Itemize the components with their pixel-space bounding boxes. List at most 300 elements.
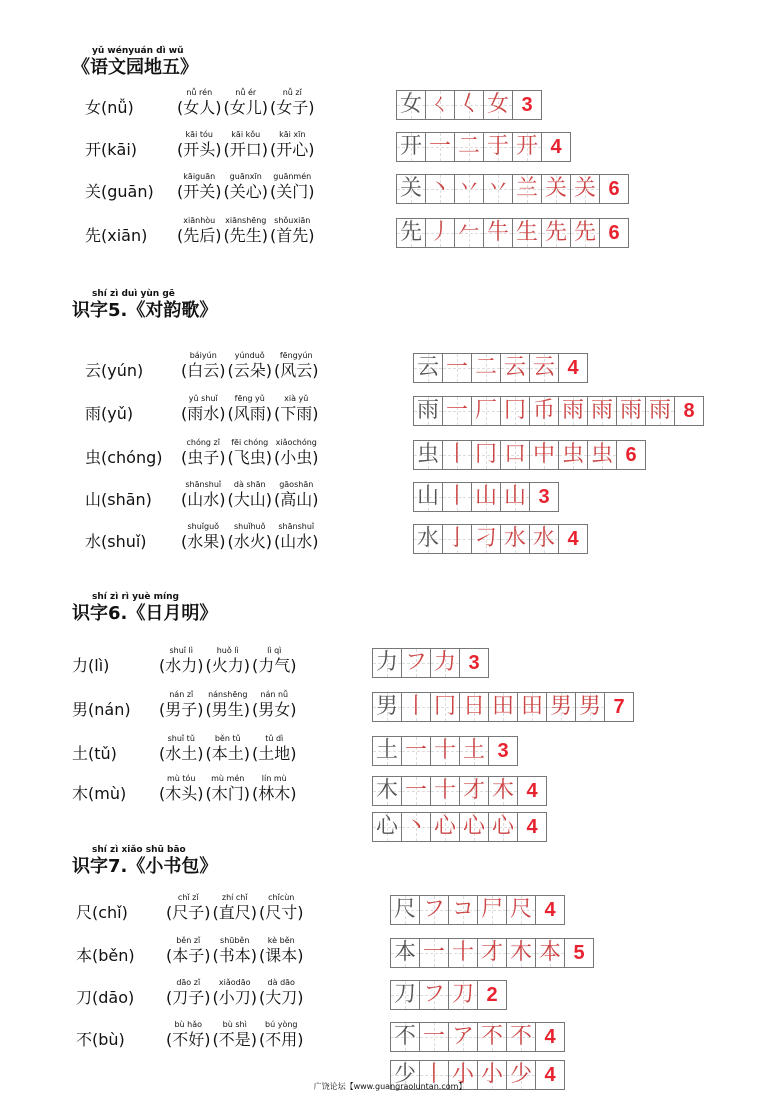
word-text: (白云) — [181, 361, 226, 380]
stroke-cell-step — [506, 1060, 536, 1090]
stroke-glyph: 开 — [399, 134, 422, 159]
word-text: (小虫) — [274, 448, 319, 467]
stroke-glyph: 十 — [451, 940, 474, 965]
word-pinyin: kè běn — [267, 936, 295, 945]
word-pinyin: kāi xīn — [279, 130, 306, 139]
word-pinyin: xià yǔ — [284, 394, 309, 403]
stroke-glyph: 土 — [375, 738, 398, 763]
word-pinyin: chóng zǐ — [186, 438, 220, 447]
section-title-pinyin: shí zì xiǎo shū bāo — [92, 845, 186, 855]
word-pinyin: mù tóu — [166, 774, 196, 783]
stroke-glyph: 中 — [532, 442, 555, 467]
word-text: (水火) — [227, 532, 272, 551]
stroke-glyph: 雨 — [619, 398, 642, 423]
word-item — [270, 172, 315, 202]
stroke-cell-step — [645, 396, 675, 426]
stroke-cell-step — [442, 396, 472, 426]
character-label: 关(guān) — [85, 182, 154, 201]
word-item — [252, 774, 297, 804]
stroke-glyph: 亅 — [445, 526, 468, 551]
stroke-count — [616, 440, 646, 470]
word-item — [181, 351, 226, 381]
word-pinyin: nán zǐ — [169, 690, 194, 699]
word-pinyin: shuǐ tǔ — [167, 734, 195, 743]
stroke-cell-step — [558, 396, 588, 426]
stroke-cell-step — [430, 648, 460, 678]
stroke-count-number: 3 — [538, 486, 550, 508]
word-group — [159, 734, 299, 764]
stroke-glyph: 少 — [393, 1062, 416, 1087]
stroke-cell-step — [477, 938, 507, 968]
word-pinyin: běn zǐ — [176, 936, 201, 945]
stroke-cell-character — [413, 440, 443, 470]
word-item — [159, 690, 204, 720]
stroke-cell-step — [529, 396, 559, 426]
stroke-cell-character — [396, 174, 426, 204]
word-text: (水果) — [181, 532, 226, 551]
stroke-cell-step — [448, 895, 478, 925]
word-text: (本子) — [166, 946, 211, 965]
stroke-cell-step — [506, 938, 536, 968]
stroke-glyph: 雨 — [416, 398, 439, 423]
word-item — [224, 172, 269, 202]
stroke-cell-step — [459, 812, 489, 842]
stroke-glyph: 一 — [445, 398, 468, 423]
word-group — [166, 1020, 306, 1050]
stroke-cell-step — [430, 736, 460, 766]
stroke-cell-step — [459, 692, 489, 722]
character-label: 虫(chóng) — [85, 448, 163, 467]
stroke-count-number: 4 — [567, 528, 579, 550]
stroke-glyph: ㄑ — [428, 92, 451, 117]
stroke-count-number: 4 — [526, 780, 538, 802]
stroke-glyph: フ — [422, 897, 445, 922]
word-item — [177, 130, 222, 160]
stroke-glyph: 刀 — [451, 982, 474, 1007]
stroke-count-number: 6 — [608, 178, 620, 200]
word-item — [159, 734, 204, 764]
stroke-cell-step — [529, 440, 559, 470]
stroke-cell-step — [471, 396, 501, 426]
word-group — [181, 480, 321, 510]
word-text: (直尺) — [212, 903, 257, 922]
stroke-glyph: 云 — [416, 355, 439, 380]
word-item — [228, 480, 273, 510]
word-text: (木头) — [159, 784, 204, 803]
stroke-glyph: フ — [422, 982, 445, 1007]
word-text: (女儿) — [223, 98, 268, 117]
stroke-count-number: 6 — [625, 444, 637, 466]
stroke-cell-step — [575, 692, 605, 722]
word-text: (不用) — [259, 1030, 304, 1049]
stroke-cell-step — [500, 353, 530, 383]
stroke-cell-character — [372, 736, 402, 766]
word-group — [181, 351, 321, 381]
word-item — [259, 936, 304, 966]
word-pinyin: nǚ zǐ — [282, 88, 302, 97]
word-item — [166, 978, 211, 1008]
stroke-cell-step — [419, 1060, 449, 1090]
word-pinyin: kāi kǒu — [231, 130, 261, 139]
stroke-cell-character — [396, 132, 426, 162]
word-item — [159, 774, 204, 804]
stroke-cell-step — [425, 90, 455, 120]
stroke-cell-step — [419, 938, 449, 968]
word-pinyin: dāo zǐ — [176, 978, 201, 987]
stroke-glyph: 才 — [462, 778, 485, 803]
word-pinyin: běn tǔ — [214, 734, 241, 743]
word-text: (风雨) — [227, 404, 272, 423]
stroke-glyph: 一 — [422, 940, 445, 965]
word-pinyin: mù mén — [211, 774, 245, 783]
character-label: 力(lì) — [72, 656, 110, 675]
stroke-glyph: 生 — [515, 220, 538, 245]
stroke-cell-step — [425, 174, 455, 204]
stroke-cell-step — [570, 218, 600, 248]
word-text: (先后) — [177, 226, 222, 245]
stroke-order-grid — [413, 524, 587, 554]
stroke-glyph: 一 — [422, 1024, 445, 1049]
stroke-glyph: 水 — [503, 526, 526, 551]
stroke-glyph: 山 — [416, 484, 439, 509]
stroke-cell-step — [454, 174, 484, 204]
stroke-cell-step — [442, 353, 472, 383]
word-pinyin: báiyún — [189, 351, 217, 360]
section-title-pinyin: shí zì rì yuè míng — [92, 592, 179, 602]
word-text: (火力) — [205, 656, 250, 675]
stroke-glyph: 木 — [491, 778, 514, 803]
stroke-cell-step — [535, 938, 565, 968]
stroke-cell-step — [401, 692, 431, 722]
stroke-glyph: 丷 — [457, 176, 480, 201]
stroke-cell-step — [488, 692, 518, 722]
stroke-glyph: 兰 — [515, 176, 538, 201]
stroke-count-number: 3 — [497, 740, 509, 762]
stroke-glyph: 雨 — [561, 398, 584, 423]
word-pinyin: guānxīn — [229, 172, 262, 181]
word-text: (雨水) — [181, 404, 226, 423]
word-item — [181, 522, 226, 552]
word-group — [177, 172, 317, 202]
stroke-cell-character — [413, 353, 443, 383]
stroke-order-grid — [372, 692, 633, 722]
stroke-cell-step — [459, 776, 489, 806]
stroke-cell-step — [500, 482, 530, 512]
word-text: (书本) — [212, 946, 257, 965]
stroke-count — [512, 90, 542, 120]
stroke-count-number: 4 — [544, 1064, 556, 1086]
word-text: (开头) — [177, 140, 222, 159]
stroke-cell-step — [517, 692, 547, 722]
stroke-cell-step — [477, 895, 507, 925]
stroke-cell-step — [425, 132, 455, 162]
word-text: (开关) — [177, 182, 222, 201]
word-item — [177, 216, 222, 246]
stroke-order-grid — [372, 776, 546, 806]
stroke-glyph: 币 — [532, 398, 555, 423]
character-label: 山(shān) — [85, 490, 152, 509]
word-text: (水力) — [159, 656, 204, 675]
stroke-cell-step — [471, 440, 501, 470]
stroke-count — [488, 736, 518, 766]
word-item — [213, 1020, 258, 1050]
stroke-glyph: 冂 — [474, 442, 497, 467]
stroke-cell-step — [419, 1022, 449, 1052]
word-pinyin: yúnduǒ — [234, 351, 265, 360]
stroke-glyph: 丶 — [404, 814, 427, 839]
stroke-glyph: 一 — [445, 355, 468, 380]
stroke-glyph: 尸 — [480, 897, 503, 922]
stroke-cell-character — [372, 812, 402, 842]
word-pinyin: chǐ zǐ — [177, 893, 199, 902]
word-item — [224, 216, 269, 246]
word-text: (山水) — [181, 490, 226, 509]
stroke-cell-step — [471, 524, 501, 554]
stroke-order-grid — [372, 812, 546, 842]
stroke-count — [459, 648, 489, 678]
stroke-cell-character — [396, 90, 426, 120]
stroke-glyph: 云 — [532, 355, 555, 380]
word-pinyin: kāiguān — [183, 172, 216, 181]
word-group — [159, 690, 299, 720]
stroke-glyph: 山 — [503, 484, 526, 509]
character-label: 不(bù) — [76, 1030, 125, 1049]
word-group — [159, 646, 299, 676]
stroke-glyph: 二 — [474, 355, 497, 380]
character-label: 土(tǔ) — [72, 744, 117, 763]
stroke-glyph: 水 — [532, 526, 555, 551]
word-pinyin: xiānhòu — [183, 216, 216, 225]
stroke-count-number: 4 — [567, 357, 579, 379]
word-item — [270, 88, 315, 118]
stroke-cell-character — [390, 895, 420, 925]
word-item — [159, 646, 204, 676]
character-label: 先(xiān) — [85, 226, 148, 245]
stroke-glyph: 云 — [503, 355, 526, 380]
stroke-cell-step — [529, 353, 559, 383]
word-pinyin: lì qì — [267, 646, 282, 655]
stroke-cell-step — [558, 440, 588, 470]
stroke-cell-character — [413, 396, 443, 426]
word-group — [177, 216, 317, 246]
stroke-glyph: 刀 — [393, 982, 416, 1007]
word-text: (女人) — [177, 98, 222, 117]
stroke-glyph: 关 — [573, 176, 596, 201]
word-item — [213, 978, 258, 1008]
stroke-count — [535, 895, 565, 925]
stroke-glyph: 女 — [486, 92, 509, 117]
stroke-glyph: 厂 — [474, 398, 497, 423]
word-item — [181, 438, 226, 468]
stroke-count-number: 4 — [544, 899, 556, 921]
stroke-cell-step — [454, 90, 484, 120]
word-item — [274, 394, 319, 424]
stroke-order-grid — [396, 174, 628, 204]
word-text: (女子) — [270, 98, 315, 117]
character-label: 云(yún) — [85, 361, 144, 380]
stroke-count — [599, 218, 629, 248]
word-pinyin: bù shì — [222, 1020, 247, 1029]
stroke-cell-character — [390, 1060, 420, 1090]
stroke-cell-step — [616, 396, 646, 426]
stroke-cell-step — [587, 396, 617, 426]
stroke-order-grid — [413, 482, 558, 512]
stroke-cell-character — [372, 692, 402, 722]
word-item — [259, 1020, 304, 1050]
word-pinyin: xiǎochóng — [275, 438, 317, 447]
word-text: (不是) — [212, 1030, 257, 1049]
stroke-glyph: 土 — [462, 738, 485, 763]
stroke-cell-step — [483, 132, 513, 162]
stroke-count-number: 7 — [613, 696, 625, 718]
word-item — [228, 522, 273, 552]
word-text: (男女) — [252, 700, 297, 719]
word-text: (山水) — [274, 532, 319, 551]
stroke-cell-step — [477, 1060, 507, 1090]
word-text: (刀子) — [166, 988, 211, 1007]
word-pinyin: shūběn — [220, 936, 250, 945]
word-pinyin: guānmén — [273, 172, 312, 181]
word-item — [270, 130, 315, 160]
word-pinyin: nǚ rén — [186, 88, 213, 97]
stroke-order-grid — [396, 218, 628, 248]
stroke-glyph: 山 — [474, 484, 497, 509]
stroke-glyph: 虫 — [416, 442, 439, 467]
stroke-glyph: 虫 — [561, 442, 584, 467]
stroke-glyph: 男 — [549, 694, 572, 719]
stroke-glyph: 水 — [416, 526, 439, 551]
stroke-glyph: 冂 — [433, 694, 456, 719]
stroke-count-number: 4 — [544, 1026, 556, 1048]
stroke-cell-step — [512, 174, 542, 204]
stroke-cell-step — [454, 218, 484, 248]
stroke-cell-step — [488, 776, 518, 806]
stroke-cell-step — [448, 1022, 478, 1052]
character-label: 水(shuǐ) — [85, 532, 147, 551]
word-text: (小刀) — [212, 988, 257, 1007]
word-item — [252, 690, 297, 720]
word-pinyin: bù hǎo — [174, 1020, 203, 1029]
word-text: (尺寸) — [259, 903, 304, 922]
stroke-cell-step — [541, 174, 571, 204]
stroke-cell-step — [587, 440, 617, 470]
stroke-glyph: 小 — [480, 1062, 503, 1087]
word-pinyin: fēi chóng — [231, 438, 269, 447]
stroke-count — [517, 776, 547, 806]
stroke-cell-step — [488, 812, 518, 842]
stroke-order-grid — [413, 440, 645, 470]
stroke-cell-step — [512, 218, 542, 248]
word-group — [159, 774, 299, 804]
word-pinyin: dà dāo — [267, 978, 295, 987]
stroke-order-grid — [413, 396, 703, 426]
stroke-glyph: 先 — [573, 220, 596, 245]
word-text: (力气) — [252, 656, 297, 675]
stroke-count — [599, 174, 629, 204]
stroke-count-number: 4 — [550, 136, 562, 158]
word-pinyin: shǒuxiān — [274, 216, 311, 225]
word-pinyin: chǐcùn — [268, 893, 295, 902]
stroke-cell-step — [401, 812, 431, 842]
stroke-glyph: 一 — [404, 778, 427, 803]
stroke-glyph: 先 — [399, 220, 422, 245]
word-item — [206, 690, 251, 720]
word-pinyin: nánshēng — [208, 690, 248, 699]
stroke-glyph: 十 — [433, 778, 456, 803]
stroke-cell-step — [401, 776, 431, 806]
stroke-glyph: 先 — [544, 220, 567, 245]
stroke-glyph: 不 — [509, 1024, 532, 1049]
word-text: (课本) — [259, 946, 304, 965]
stroke-glyph: 日 — [462, 694, 485, 719]
stroke-order-grid — [390, 938, 593, 968]
word-item — [166, 936, 211, 966]
word-text: (关门) — [270, 182, 315, 201]
word-item — [224, 130, 269, 160]
section-title-text: 《语文园地五》 — [72, 57, 198, 78]
stroke-glyph: 心 — [491, 814, 514, 839]
stroke-glyph: 本 — [393, 940, 416, 965]
stroke-cell-step — [500, 524, 530, 554]
stroke-glyph: 开 — [515, 134, 538, 159]
section-title-pinyin: yǔ wényuán dì wǔ — [92, 46, 184, 56]
word-item — [228, 351, 273, 381]
word-pinyin: dà shān — [233, 480, 266, 489]
stroke-glyph: 力 — [375, 650, 398, 675]
word-text: (云朵) — [227, 361, 272, 380]
stroke-glyph: 于 — [486, 134, 509, 159]
stroke-glyph: 关 — [544, 176, 567, 201]
word-pinyin: fēngyún — [279, 351, 313, 360]
word-text: (高山) — [274, 490, 319, 509]
stroke-cell-step — [442, 524, 472, 554]
word-text: (大山) — [227, 490, 272, 509]
word-text: (开口) — [223, 140, 268, 159]
stroke-cell-step — [477, 1022, 507, 1052]
word-pinyin: shānshuǐ — [278, 522, 315, 531]
stroke-order-grid — [390, 980, 506, 1010]
stroke-glyph: 刁 — [474, 526, 497, 551]
character-label: 本(běn) — [76, 946, 135, 965]
word-item — [228, 438, 273, 468]
word-pinyin: lín mù — [261, 774, 287, 783]
word-pinyin: zhí chǐ — [221, 893, 248, 902]
word-text: (水土) — [159, 744, 204, 763]
word-item — [213, 936, 258, 966]
stroke-count-number: 6 — [608, 222, 620, 244]
stroke-glyph: 丿 — [428, 220, 451, 245]
stroke-cell-step — [500, 396, 530, 426]
stroke-count — [674, 396, 704, 426]
stroke-cell-step — [541, 218, 571, 248]
word-text: (虫子) — [181, 448, 226, 467]
character-label: 男(nán) — [72, 700, 131, 719]
word-group — [181, 522, 321, 552]
stroke-glyph: 心 — [433, 814, 456, 839]
word-text: (开心) — [270, 140, 315, 159]
stroke-glyph: 心 — [375, 814, 398, 839]
stroke-glyph: 一 — [404, 738, 427, 763]
stroke-cell-character — [372, 776, 402, 806]
word-pinyin: nǚ ér — [235, 88, 257, 97]
stroke-order-grid — [396, 90, 541, 120]
word-pinyin: shuǐ lì — [169, 646, 194, 655]
stroke-glyph: 𡿨 — [457, 92, 480, 117]
stroke-glyph: 不 — [480, 1024, 503, 1049]
stroke-cell-step — [506, 895, 536, 925]
word-text: (关心) — [223, 182, 268, 201]
stroke-count — [564, 938, 594, 968]
